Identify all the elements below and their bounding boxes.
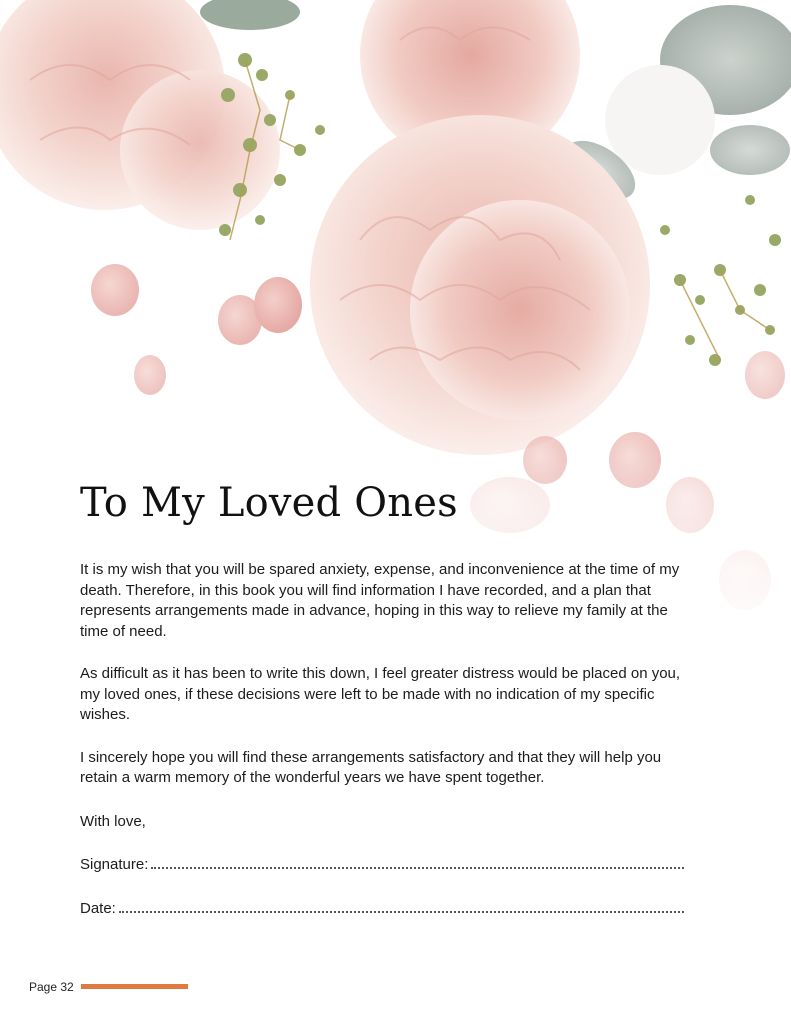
letter-body xyxy=(80,560,692,811)
date-label: Date: xyxy=(80,900,116,917)
footer-accent-bar xyxy=(81,984,188,989)
paragraph: I sincerely hope you will find these arrangements satisfactory and that they will help you retain a warm memory of the wonderful years we have spent together. xyxy=(80,748,662,786)
closing-line: With love, xyxy=(80,813,146,830)
paragraph: As difficult as it has been to write this down, I feel greater distress would be placed on you, my loved ones, if these decisions were left to be made with no indication of my specific wishes. xyxy=(80,665,681,723)
signature-label: Signature: xyxy=(80,856,149,873)
date-field[interactable] xyxy=(80,899,684,917)
page-number: Page 32 xyxy=(29,980,74,994)
paragraph: It is my wish that you will be spared anxiety, expense, and inconvenience at the time of my death. Therefore, in this book you will find information I have recorded, and a plan that represents arrangements made in advance, hoping in this way to relieve my family at the time of need. xyxy=(80,561,680,640)
signature-field[interactable] xyxy=(80,855,684,873)
page-title: To My Loved Ones xyxy=(80,480,458,526)
signature-dotted-line[interactable] xyxy=(151,855,684,869)
date-dotted-line[interactable] xyxy=(119,899,684,913)
